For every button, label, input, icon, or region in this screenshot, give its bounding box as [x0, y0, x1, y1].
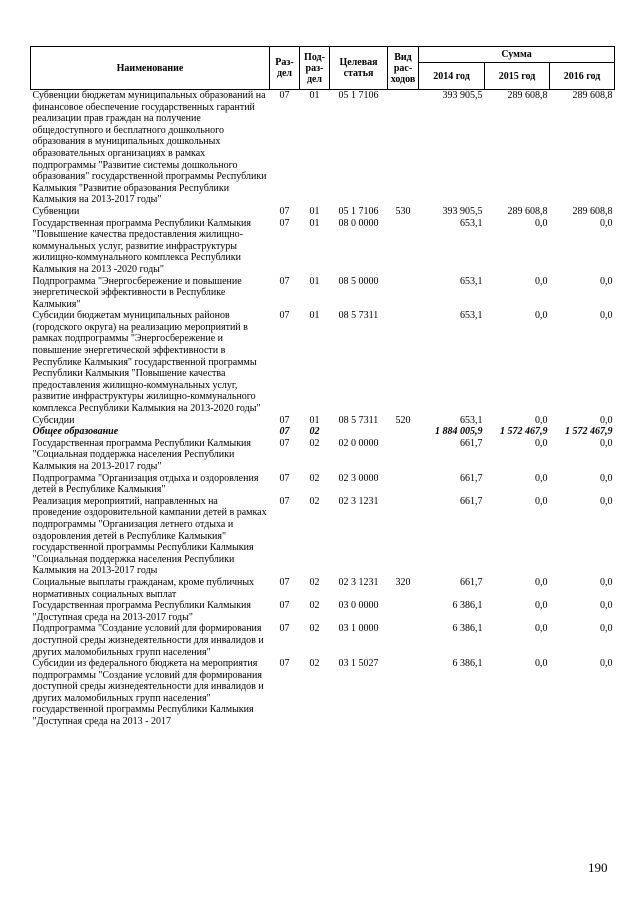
cell-section: 07 — [279, 414, 290, 426]
cell-target: 05 1 7106 — [338, 90, 379, 101]
cell-target: 02 3 1231 — [338, 495, 379, 507]
header-name: Наименование — [31, 47, 270, 90]
cell-2016: 289 608,8 — [572, 90, 613, 101]
cell-2016: 0,0 — [600, 414, 613, 426]
cell-2015: 0,0 — [535, 217, 548, 229]
cell-2015: 289 608,8 — [507, 90, 548, 101]
cell-2014: 6 386,1 — [452, 623, 483, 635]
table-row — [31, 426, 615, 438]
cell-expense — [388, 218, 419, 276]
cell-subsection: 02 — [309, 426, 320, 438]
cell-expense — [388, 90, 419, 206]
cell-2016: 0,0 — [600, 217, 613, 229]
cell-expense — [388, 473, 419, 496]
cell-name: Субсидии — [32, 414, 75, 426]
table-row — [31, 496, 615, 577]
cell-name: Подпрограмма "Организация отдыха и оздоровления детей в Республике Калмыкия" — [32, 472, 259, 496]
cell-expense — [388, 310, 419, 414]
cell-expense — [388, 600, 419, 623]
cell-subsection: 01 — [309, 275, 320, 287]
cell-target: 03 0 0000 — [338, 600, 379, 612]
cell-2016: 0,0 — [600, 275, 613, 287]
header-year-2014: 2014 год — [419, 63, 485, 90]
cell-name: Субсидии из федерального бюджета на мероприятия подпрограммы "Создание условий для формирования доступной среды жизнедеятельности для инвалидов и других маломобильных групп населения" государственной программы Республики Калмыкия "Доступная среда на 2013 - 2017 — [32, 658, 264, 728]
cell-section: 07 — [279, 623, 290, 635]
cell-section: 07 — [279, 275, 290, 287]
cell-2014: 393 905,5 — [442, 90, 483, 101]
cell-section: 07 — [279, 576, 290, 588]
cell-name: Субвенции — [32, 205, 80, 217]
cell-2015: 0,0 — [535, 623, 548, 635]
cell-expense — [388, 658, 419, 728]
table-row — [31, 438, 615, 473]
cell-name: Субвенции бюджетам муниципальных образований на финансовое обеспечение государственных гарантий реализации прав граждан на получение общедоступного и бесплатного дошкольного образования в муниципальных дошкольных образовательных организациях в рамках подпрограммы "Развитие системы дошкольного образования" государственной программы Республики Калмыкия "Развитие образования Республики Калмыкия на 2013-2017 годы" — [32, 90, 267, 206]
cell-target: 03 1 0000 — [338, 623, 379, 635]
cell-2016: 0,0 — [600, 623, 613, 635]
header-sum: Сумма — [419, 47, 615, 63]
cell-target: 08 5 7311 — [338, 414, 379, 426]
cell-subsection: 02 — [309, 576, 320, 588]
cell-2015: 0,0 — [535, 310, 548, 322]
page-number: 190 — [588, 860, 608, 875]
cell-target — [330, 426, 388, 438]
cell-2014: 661,7 — [460, 576, 483, 588]
cell-target: 02 0 0000 — [338, 437, 379, 449]
cell-subsection: 02 — [309, 495, 320, 507]
cell-2015: 0,0 — [535, 658, 548, 670]
cell-2014: 661,7 — [460, 472, 483, 484]
cell-expense — [388, 623, 419, 658]
cell-name: Государственная программа Республики Калмыкия "Доступная среда на 2013-2017 годы" — [32, 600, 252, 623]
cell-section: 07 — [279, 495, 290, 507]
cell-subsection: 02 — [309, 658, 320, 670]
cell-section: 07 — [279, 437, 290, 449]
cell-name: Социальные выплаты гражданам, кроме публичных нормативных социальных выплат — [32, 576, 255, 600]
table-row — [31, 658, 615, 728]
cell-2016: 0,0 — [600, 310, 613, 322]
cell-2014: 653,1 — [460, 414, 483, 426]
table-row — [31, 218, 615, 276]
cell-2014: 661,7 — [460, 495, 483, 507]
cell-expense: 320 — [395, 576, 411, 588]
cell-name: Государственная программа Республики Калмыкия "Повышение качества предоставления жилищно-коммунальных услуг, развитие инфраструктуры жилищно-коммунального комплекса Республики Калмыкия на 2013 -2020 годы" — [32, 217, 252, 275]
cell-2016: 0,0 — [600, 576, 613, 588]
cell-expense — [388, 426, 419, 438]
cell-subsection: 01 — [309, 310, 320, 322]
cell-target: 03 1 5027 — [338, 658, 379, 670]
cell-2016: 289 608,8 — [572, 205, 613, 217]
cell-expense: 520 — [395, 414, 411, 426]
table-row — [31, 623, 615, 658]
table-row — [31, 473, 615, 496]
cell-name: Государственная программа Республики Калмыкия "Социальная поддержка населения Республики Калмыкия на 2013-2017 годы" — [32, 437, 252, 472]
cell-2015: 0,0 — [535, 437, 548, 449]
cell-expense — [388, 276, 419, 311]
cell-subsection: 02 — [309, 437, 320, 449]
cell-2015: 1 572 467,9 — [500, 426, 548, 438]
table-row — [31, 577, 615, 600]
cell-name: Подпрограмма "Энергосбережение и повышение энергетической эффективности в Республике Калмыкия" — [32, 275, 242, 310]
table-header — [31, 47, 615, 90]
table-row — [31, 276, 615, 311]
cell-2016: 1 572 467,9 — [565, 426, 613, 438]
cell-subsection: 01 — [309, 414, 320, 426]
cell-section: 07 — [279, 310, 290, 322]
cell-2016: 0,0 — [600, 472, 613, 484]
cell-2015: 0,0 — [535, 275, 548, 287]
header-subsection: Под- раз- дел — [300, 47, 330, 90]
cell-target: 08 5 0000 — [338, 275, 379, 287]
table-row — [31, 415, 615, 427]
cell-expense — [388, 438, 419, 473]
cell-expense — [388, 496, 419, 577]
cell-section: 07 — [279, 426, 290, 438]
cell-2016: 0,0 — [600, 437, 613, 449]
header-section: Раз- дел — [270, 47, 300, 90]
cell-name: Подпрограмма "Создание условий для формирования доступной среды жизнедеятельности для инвалидов и других маломобильных групп населения" — [32, 623, 264, 658]
cell-target: 02 3 1231 — [338, 576, 379, 588]
cell-2016: 0,0 — [600, 495, 613, 507]
cell-2014: 661,7 — [460, 437, 483, 449]
table-row — [31, 600, 615, 623]
cell-2014: 6 386,1 — [452, 658, 483, 670]
table-row — [31, 90, 615, 206]
budget-table-sheet — [30, 46, 614, 728]
cell-2015: 0,0 — [535, 472, 548, 484]
cell-section: 07 — [279, 205, 290, 217]
cell-2014: 653,1 — [460, 275, 483, 287]
cell-section: 07 — [279, 658, 290, 670]
header-year-2015: 2015 год — [485, 63, 550, 90]
cell-name: Общее образование — [32, 426, 119, 438]
cell-section: 07 — [279, 217, 290, 229]
cell-target: 08 5 7311 — [338, 310, 379, 322]
cell-2014: 393 905,5 — [442, 205, 483, 217]
cell-2014: 653,1 — [460, 310, 483, 322]
cell-2015: 289 608,8 — [507, 205, 548, 217]
budget-table — [30, 46, 615, 728]
header-target: Целевая статья — [330, 47, 388, 90]
cell-subsection: 01 — [309, 205, 320, 217]
table-row — [31, 310, 615, 414]
cell-2014: 6 386,1 — [452, 600, 483, 612]
cell-subsection: 02 — [309, 472, 320, 484]
cell-2015: 0,0 — [535, 495, 548, 507]
cell-2014: 653,1 — [460, 217, 483, 229]
cell-target: 05 1 7106 — [338, 205, 379, 217]
header-expense: Вид рас- ходов — [388, 47, 419, 90]
cell-name: Реализация мероприятий, направленных на проведение оздоровительной кампании детей в рамках подпрограммы "Организация летнего отдыха и оздоровления детей в Республике Калмыкия" государственной программы Республики Калмыкия "Социальная поддержка населения Республики Калмыкия на 2013-2017 годы — [32, 495, 267, 577]
cell-subsection: 01 — [309, 90, 320, 101]
cell-target: 08 0 0000 — [338, 217, 379, 229]
cell-subsection: 02 — [309, 623, 320, 635]
cell-expense: 530 — [395, 205, 411, 217]
cell-2015: 0,0 — [535, 414, 548, 426]
header-year-2016: 2016 год — [550, 63, 615, 90]
cell-subsection: 02 — [309, 600, 320, 612]
table-body — [31, 90, 615, 728]
cell-section: 07 — [279, 90, 290, 101]
cell-2016: 0,0 — [600, 600, 613, 612]
cell-2016: 0,0 — [600, 658, 613, 670]
cell-name: Субсидии бюджетам муниципальных районов (городского округа) на реализацию мероприятий в рамках подпрограммы "Энергосбережение и повышение энергетической эффективности в Республике Калмыкия" государственной программы Республики Калмыкия "Повышение качества предоставления жилищно-коммунальных услуг, развитие инфраструктуры жилищно-коммунального комплекса Республики Калмыкия на 2013-2020 годы" — [32, 310, 261, 415]
cell-target: 02 3 0000 — [338, 472, 379, 484]
cell-subsection: 01 — [309, 217, 320, 229]
cell-2014: 1 884 005,9 — [435, 426, 483, 438]
cell-2015: 0,0 — [535, 600, 548, 612]
cell-section: 07 — [279, 600, 290, 612]
cell-2015: 0,0 — [535, 576, 548, 588]
cell-section: 07 — [279, 472, 290, 484]
table-row — [31, 206, 615, 218]
